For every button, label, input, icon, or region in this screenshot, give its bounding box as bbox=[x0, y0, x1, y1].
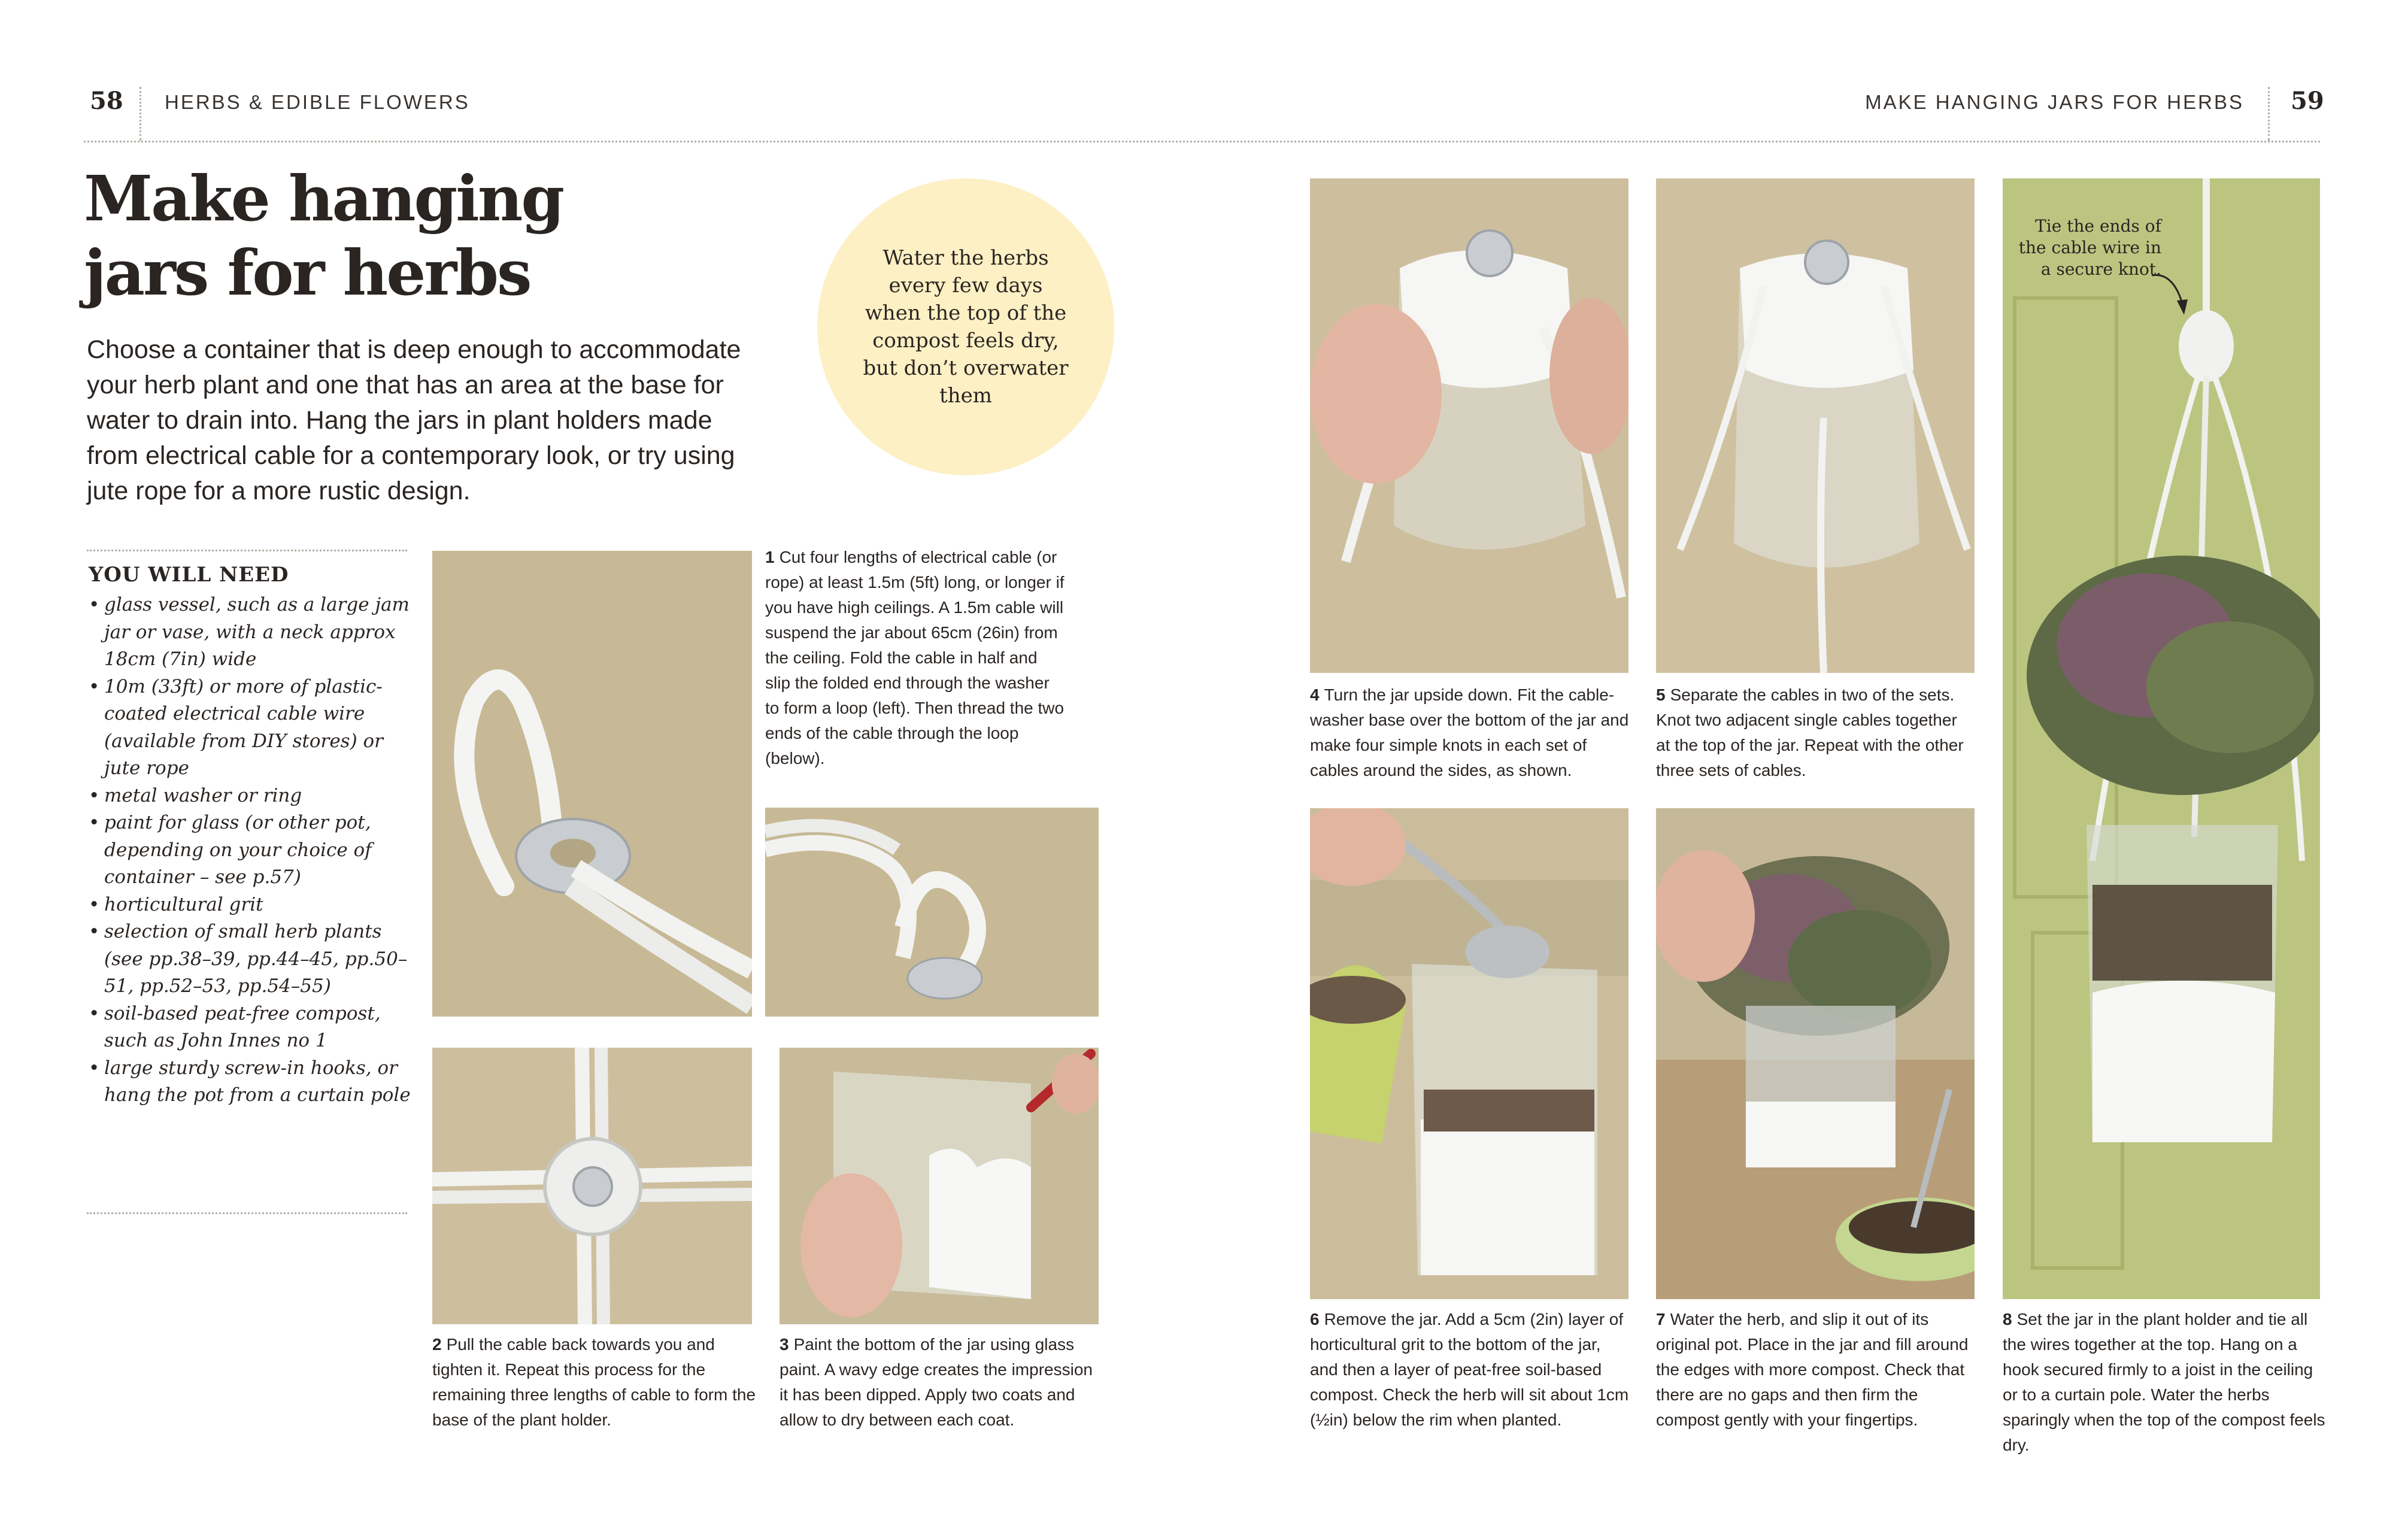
step-1-number: 1 bbox=[765, 548, 775, 566]
need-item: • selection of small herb plants (see pp.38–39, pp.44–45, pp.50–51, pp.52–53, pp.54–55) bbox=[89, 918, 412, 1000]
need-item: • paint for glass (or other pot, depending on your choice of container – see p.57) bbox=[89, 809, 412, 891]
step-3-number: 3 bbox=[780, 1335, 789, 1354]
needs-top-rule bbox=[87, 550, 407, 551]
right-running-head: MAKE HANGING JARS FOR HERBS bbox=[1865, 91, 2244, 113]
step-6-text: Remove the jar. Add a 5cm (2in) layer of horticultural grit to the bottom of the jar, and then a layer of peat-free soil-based compost. Check the herb will sit about 1cm (½in) below the rim when planted. bbox=[1310, 1310, 1629, 1429]
step-3-caption bbox=[780, 1332, 1097, 1433]
step-1-text: Cut four lengths of electrical cable (or rope) at least 1.5m (5ft) long, or longer if you have high ceilings. A 1.5m cable will suspend the jar about 65cm (26in) from the ceiling. Fold the cable in half and slip the folded end through the washer to form a loop (left). Then thread the two ends of the cable through the loop (below). bbox=[765, 548, 1065, 768]
step-6-number: 6 bbox=[1310, 1310, 1320, 1328]
step-7-text: Water the herb, and slip it out of its original pot. Place in the jar and fill around the edges with more compost. Check that there are no gaps and then firm the compost gently with your fingertips. bbox=[1656, 1310, 1969, 1429]
photo-painting-jar bbox=[780, 1048, 1099, 1324]
need-item: • large sturdy screw-in hooks, or hang the pot from a curtain pole bbox=[89, 1055, 412, 1109]
step-8-text: Set the jar in the plant holder and tie all the wires together at the top. Hang on a hook secured firmly to a joist in the ceiling or to a curtain pole. Water the herbs sparingly when the top of the compost feels dry. bbox=[2003, 1310, 2325, 1454]
step-2-caption bbox=[432, 1332, 759, 1433]
photo-cable-washer-loop bbox=[432, 551, 752, 1017]
step-2-number: 2 bbox=[432, 1335, 442, 1354]
left-page-number: 58 bbox=[90, 87, 123, 115]
photo-cable-thread-through bbox=[765, 808, 1099, 1017]
step-8-caption bbox=[2003, 1307, 2329, 1458]
annotation-arrow-icon bbox=[2149, 263, 2197, 329]
need-item: • glass vessel, such as a large jam jar or vase, with a neck approx 18cm (7in) wide bbox=[89, 591, 412, 674]
header-rule bbox=[84, 141, 2320, 142]
need-item: • soil-based peat-free compost, such as John Innes no 1 bbox=[89, 1000, 412, 1055]
photo-jar-upside-down bbox=[1310, 178, 1628, 673]
photo-cables-knotted bbox=[1656, 178, 1975, 673]
step-7-caption bbox=[1656, 1307, 1975, 1433]
tip-circle bbox=[817, 178, 1114, 475]
step-5-number: 5 bbox=[1656, 685, 1666, 704]
need-item: • horticultural grit bbox=[89, 891, 412, 919]
left-running-head: HERBS & EDIBLE FLOWERS bbox=[165, 91, 470, 113]
photo-cable-base-knot bbox=[432, 1048, 752, 1324]
step-4-text: Turn the jar upside down. Fit the cable-washer base over the bottom of the jar and make four simple knots in each set of cables around the sides, as shown. bbox=[1310, 685, 1629, 779]
header-separator-right bbox=[2268, 87, 2270, 141]
step-4-number: 4 bbox=[1310, 685, 1320, 704]
step-3-text: Paint the bottom of the jar using glass paint. A wavy edge creates the impression it has been dipped. Apply two coats and allow to dry between each coat. bbox=[780, 1335, 1093, 1429]
you-will-need-box bbox=[89, 563, 412, 1109]
needs-bottom-rule bbox=[87, 1212, 407, 1214]
step-6-caption bbox=[1310, 1307, 1633, 1433]
step-2-text: Pull the cable back towards you and tighten it. Repeat this process for the remaining three lengths of cable to form the base of the plant holder. bbox=[432, 1335, 756, 1429]
page-title-line-1: Make hanging bbox=[84, 162, 563, 235]
photo-planting-herb bbox=[1656, 808, 1975, 1299]
step-1-caption bbox=[765, 545, 1065, 771]
step-4-caption bbox=[1310, 682, 1633, 783]
need-item: • metal washer or ring bbox=[89, 782, 412, 810]
tip-text: Water the herbs every few days when the top of the compost feels dry, but don’t overwater them bbox=[863, 246, 1069, 408]
photo-adding-grit bbox=[1310, 808, 1628, 1299]
intro-paragraph: Choose a container that is deep enough to accommodate your herb plant and one that has an area at the base for water to drain into. Hang the jars in plant holders made from electrical cable for a contemporary look, or try using jute rope for a more rustic design. bbox=[87, 335, 741, 505]
knot-annotation: Tie the ends of the cable wire in a secure knot. bbox=[2018, 216, 2161, 279]
page-title-line-2: jars for herbs bbox=[84, 236, 530, 310]
you-will-need-list bbox=[89, 591, 412, 1109]
step-5-caption bbox=[1656, 682, 1975, 783]
page-title bbox=[84, 162, 623, 310]
step-8-number: 8 bbox=[2003, 1310, 2012, 1328]
header-separator-left bbox=[139, 87, 141, 141]
need-item: • 10m (33ft) or more of plastic-coated electrical cable wire (available from DIY stores) or jute rope bbox=[89, 674, 412, 782]
right-page-number: 59 bbox=[2291, 87, 2324, 115]
photo-hanging-jar bbox=[2003, 178, 2320, 1299]
step-5-text: Separate the cables in two of the sets. Knot two adjacent single cables together at the top of the jar. Repeat with the other three sets of cables. bbox=[1656, 685, 1964, 779]
step-7-number: 7 bbox=[1656, 1310, 1666, 1328]
you-will-need-heading: YOU WILL NEED bbox=[89, 563, 289, 587]
